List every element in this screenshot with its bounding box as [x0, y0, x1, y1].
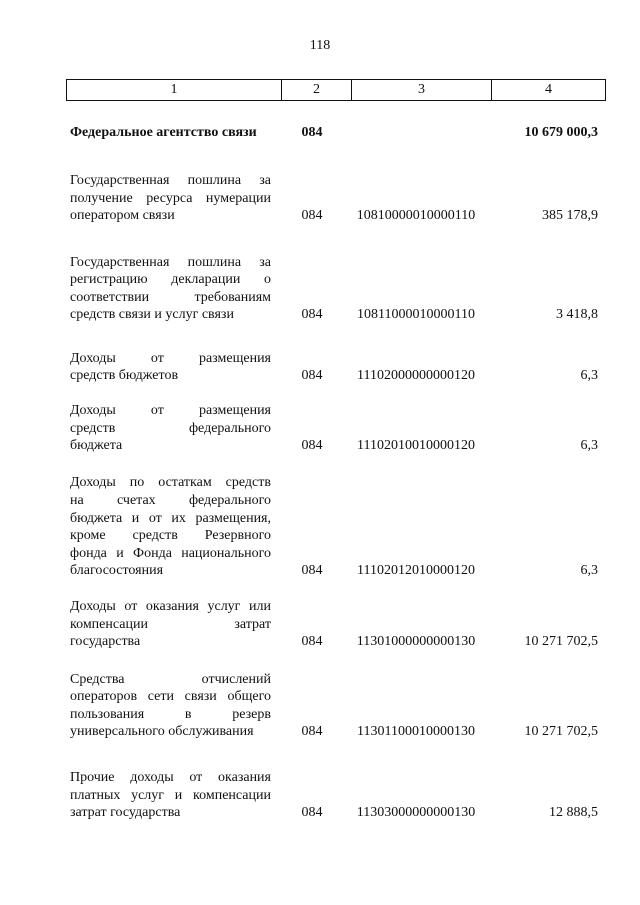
row-revenue-code: 11301000000000130: [356, 634, 476, 650]
row-admin-code: 084: [301, 438, 323, 454]
row-name-line: благосостояния: [70, 563, 164, 579]
row-name-line: соответствии требованиям: [70, 289, 271, 305]
row-amount: 12 888,5: [549, 805, 598, 821]
row-amount: 6,3: [580, 368, 598, 384]
row-admin-code: 084: [301, 208, 323, 224]
row-name-line: Доходы по остаткам средств: [70, 475, 271, 491]
row-name-line: Государственная пошлина за: [70, 173, 271, 189]
row-revenue-code: 11303000000000130: [356, 805, 476, 821]
row-name-line: кроме средств Резервного: [70, 528, 271, 544]
row-name-line: получение ресурса нумерации: [70, 190, 271, 206]
row-name-line: универсального обслуживания: [70, 724, 254, 740]
column-header-4: 4: [492, 80, 606, 101]
row-name: [70, 769, 271, 822]
row-name-line: фонда и Фонда национального: [70, 545, 271, 561]
row-admin-code: 084: [301, 634, 323, 650]
row-name-line: компенсации затрат: [70, 616, 271, 632]
row-name-line: на счетах федерального: [70, 493, 271, 509]
row-name-line: бюджета: [70, 438, 123, 454]
row-admin-code: 084: [301, 368, 323, 384]
row-name-line: Доходы от размещения: [70, 403, 271, 419]
row-amount: 10 271 702,5: [524, 634, 598, 650]
row-name-line: Средства отчислений: [70, 671, 271, 687]
row-revenue-code: 10810000010000110: [356, 208, 476, 224]
row-amount: 6,3: [580, 563, 598, 579]
row-name-line: регистрацию декларации о: [70, 272, 271, 288]
row-name-line: пользования в резерв: [70, 706, 271, 722]
row-revenue-code: 11102010010000120: [357, 438, 475, 454]
column-header-3: 3: [352, 80, 492, 101]
row-amount: 3 418,8: [556, 307, 598, 323]
column-header-2: 2: [282, 80, 352, 101]
row-name-line: средств федерального: [70, 420, 271, 436]
row-admin-code: 084: [301, 563, 323, 579]
row-name-line: государства: [70, 634, 141, 650]
row-name-line: Государственная пошлина за: [70, 254, 271, 270]
row-amount: 385 178,9: [542, 208, 598, 224]
row-revenue-code: 11102000000000120: [357, 368, 475, 384]
column-header-1: 1: [67, 80, 282, 101]
row-admin-code: 084: [301, 307, 323, 323]
row-admin-code: 084: [301, 125, 323, 141]
row-name-line: бюджета и от их размещения,: [70, 510, 271, 526]
row-name-line: платных услуг и компенсации: [70, 787, 271, 803]
row-amount: 6,3: [580, 438, 598, 454]
row-revenue-code: 10811000010000110: [357, 307, 475, 323]
row-name-line: Федеральное агентство связи: [70, 125, 257, 141]
row-name-line: средств связи и услуг связи: [70, 307, 234, 323]
row-admin-code: 084: [301, 724, 323, 740]
row-name-line: Доходы от размещения: [70, 350, 271, 366]
row-name-line: затрат государства: [70, 805, 181, 821]
row-name-line: Доходы от оказания услуг или: [70, 599, 271, 615]
row-revenue-code: 11102012010000120: [357, 563, 475, 579]
row-admin-code: 084: [301, 805, 323, 821]
row-amount: 10 679 000,3: [524, 125, 598, 141]
row-name-line: оператором связи: [70, 208, 175, 224]
row-revenue-code: 11301100010000130: [357, 724, 475, 740]
row-amount: 10 271 702,5: [524, 724, 598, 740]
row-name-line: операторов сети связи общего: [70, 689, 271, 705]
row-name-line: средств бюджетов: [70, 368, 179, 384]
page-number: 118: [309, 38, 331, 53]
row-name-line: Прочие доходы от оказания: [70, 770, 271, 786]
